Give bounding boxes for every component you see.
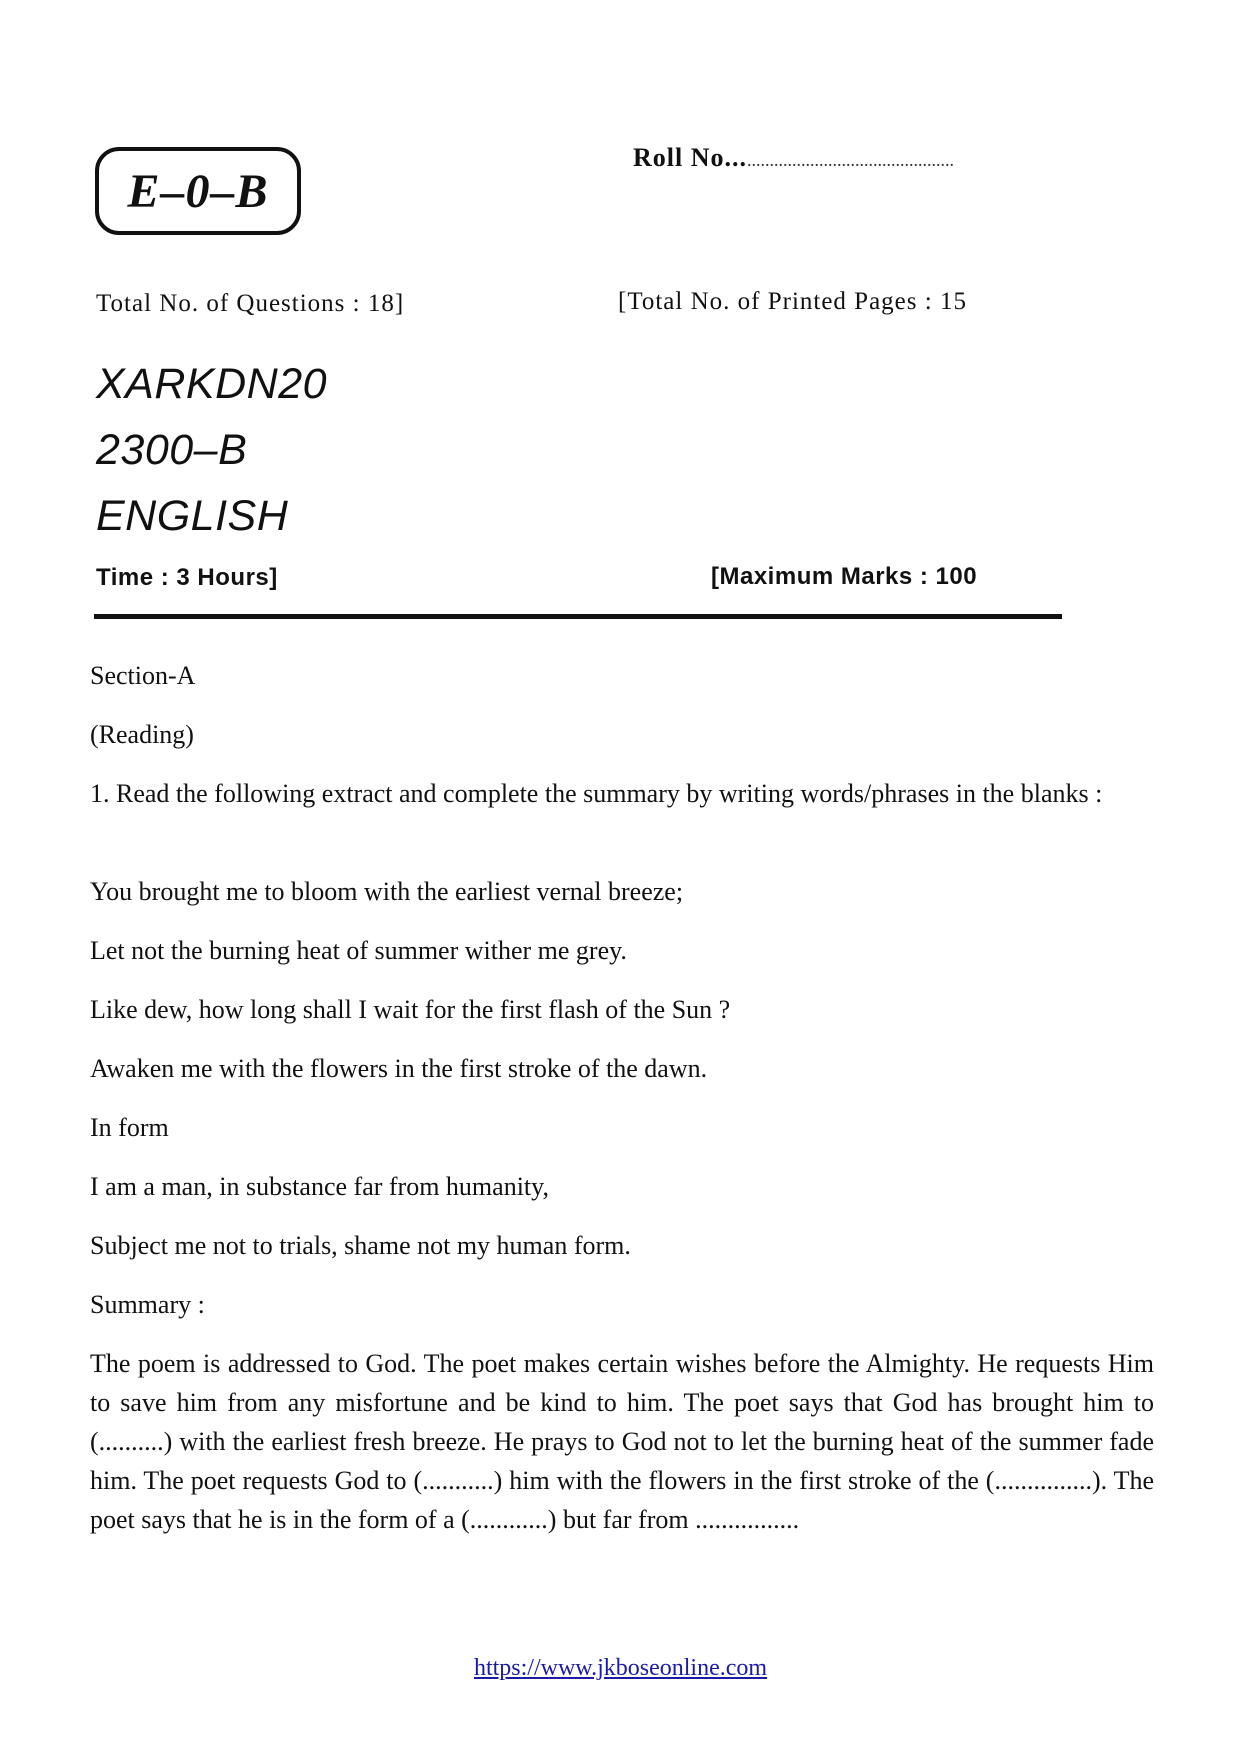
- poem-line: Let not the burning heat of summer wither me grey.: [90, 936, 627, 965]
- poem-line: Subject me not to trials, shame not my human form.: [90, 1231, 631, 1260]
- total-pages: [Total No. of Printed Pages : 15: [618, 288, 967, 315]
- footer-website-link[interactable]: https://www.jkboseonline.com: [473, 1655, 768, 1681]
- section-heading: Section-A: [90, 661, 196, 690]
- question-1: 1. Read the following extract and complete the summary by writing words/phrases in the blanks :: [90, 779, 1103, 808]
- series-code: XARKDN20: [96, 360, 328, 408]
- paper-code-box: E–0–B: [95, 147, 301, 235]
- paper-number: 2300–B: [96, 426, 248, 474]
- summary-label: Summary :: [90, 1290, 205, 1319]
- summary-text: The poem is addressed to God. The poet makes certain wishes before the Almighty. He requests Him to save him from any misfortune and be kind to him. The poet says that God has brought him to (..........) with the earliest fresh breeze. He prays to God not to let the burning heat of the summer fade him. The poet requests God to (...........) him with the flowers in the first stroke of the (...............). The poet says that he is in the form of a (............) but far from ................: [90, 1349, 1154, 1534]
- roll-dots: ..............................................: [747, 150, 954, 170]
- poem-line: Like dew, how long shall I wait for the first flash of the Sun ?: [90, 995, 731, 1024]
- poem-line: You brought me to bloom with the earliest vernal breeze;: [90, 877, 684, 906]
- subject-title: ENGLISH: [96, 492, 289, 540]
- time-allowed: Time : 3 Hours]: [96, 564, 278, 591]
- poem-line: Awaken me with the flowers in the first stroke of the dawn.: [90, 1054, 708, 1083]
- roll-number-field: [633, 143, 954, 173]
- poem-line: In form: [90, 1113, 169, 1142]
- total-questions: Total No. of Questions : 18]: [96, 290, 405, 317]
- header-divider: [94, 614, 1062, 619]
- maximum-marks: [Maximum Marks : 100: [711, 563, 978, 590]
- section-type: (Reading): [90, 720, 194, 749]
- roll-label: Roll No...: [633, 143, 747, 172]
- poem-line: I am a man, in substance far from humanity,: [90, 1172, 549, 1201]
